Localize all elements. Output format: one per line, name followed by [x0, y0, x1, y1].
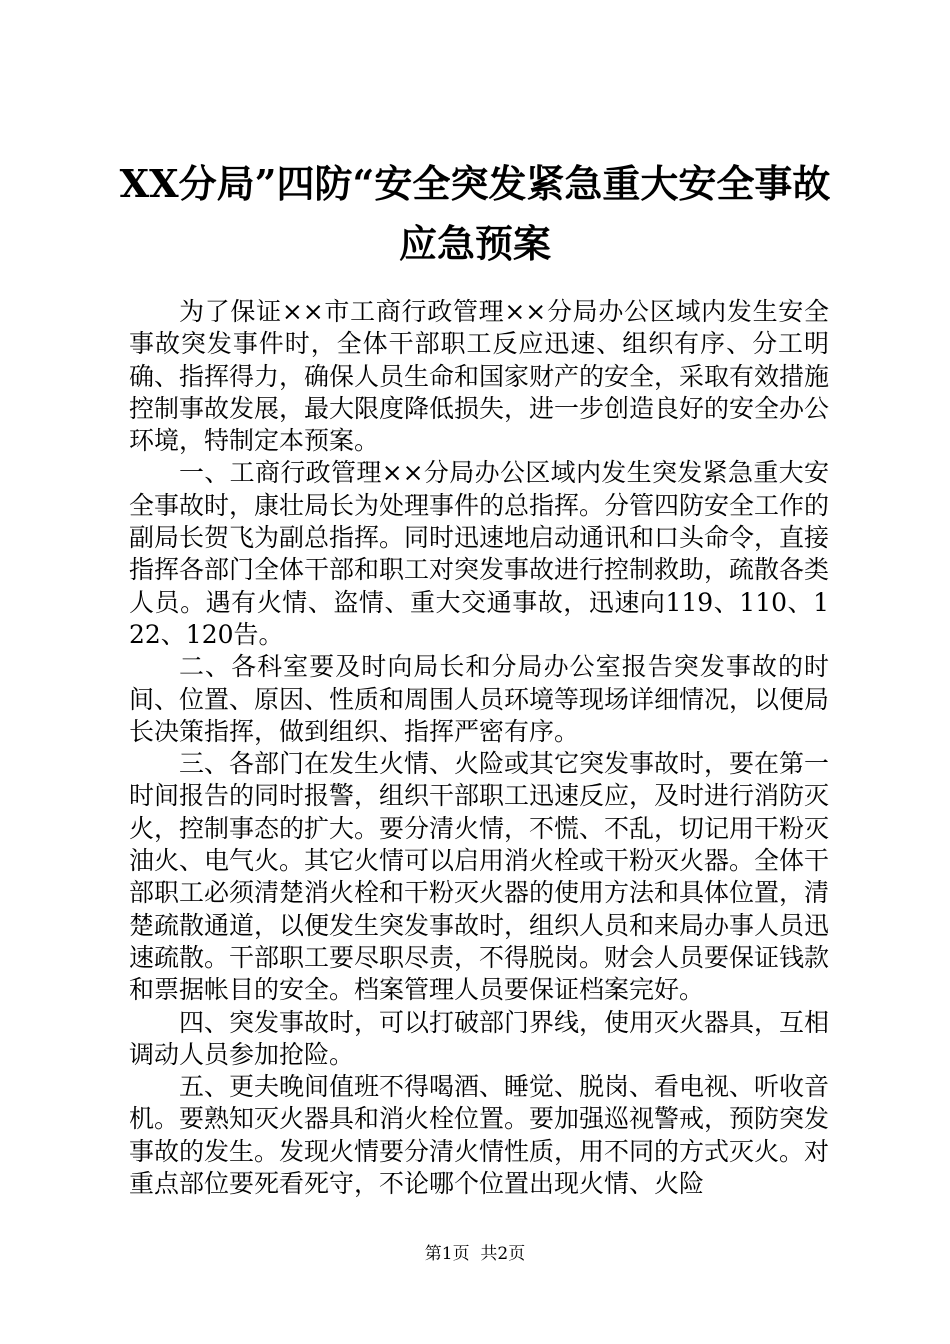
paragraph-section-5: 五、更夫晚间值班不得喝酒、睡觉、脱岗、看电视、听收音机。要熟知灭火器具和消火栓位置。要加强巡视警戒，预防突发事故的发生。发现火情要分清火情性质，用不同的方式灭火。对重点部位要死看死守，不论哪个位置出现火情、火险 [129, 1072, 830, 1199]
paragraph-intro: 为了保证××市工商行政管理××分局办公区域内发生安全事故突发事件时，全体干部职工反应迅速、组织有序、分工明确、指挥得力，确保人员生命和国家财产的安全，采取有效措施控制事故发展，最大限度降低损失，进一步创造良好的安全办公环境，特制定本预案。 [129, 297, 830, 456]
document-title-line1: XX分局”四防“安全突发紧急重大安全事故 [119, 161, 831, 206]
page-number-current: 第1页 [424, 1244, 470, 1264]
document-body [129, 296, 829, 1200]
paragraph-section-3: 三、各部门在发生火情、火险或其它突发事故时，要在第一时间报告的同时报警，组织干部职工迅速反应，及时进行消防灭火，控制事态的扩大。要分清火情，不慌、不乱，切记用干粉灭油火、电气火。其它火情可以启用消火栓或干粉灭火器。全体干部职工必须清楚消火栓和干粉灭火器的使用方法和具体位置，清楚疏散通道，以便发生突发事故时，组织人员和来局办事人员迅速疏散。干部职工要尽职尽责，不得脱岗。财会人员要保证钱款和票据帐目的安全。档案管理人员要保证档案完好。 [129, 749, 830, 1005]
paragraph-section-1: 一、工商行政管理××分局办公区域内发生突发紧急重大安全事故时，康壮局长为处理事件的总指挥。分管四防安全工作的副局长贺飞为副总指挥。同时迅速地启动通讯和口头命令，直接指挥各部门全体干部和职工对突发事故进行控制救助，疏散各类人员。遇有火情、盗情、重大交通事故，迅速向119、110、122、120告。 [129, 458, 830, 649]
page-number-total: 共2页 [480, 1244, 526, 1264]
document-title-line2: 应急预案 [398, 221, 551, 266]
paragraph-section-4: 四、突发事故时，可以打破部门界线，使用灭火器具，互相调动人员参加抢险。 [129, 1007, 830, 1069]
page-footer [0, 1244, 950, 1264]
paragraph-section-2: 二、各科室要及时向局长和分局办公室报告突发事故的时间、位置、原因、性质和周围人员环境等现场详细情况，以便局长决策指挥，做到组织、指挥严密有序。 [129, 652, 830, 746]
